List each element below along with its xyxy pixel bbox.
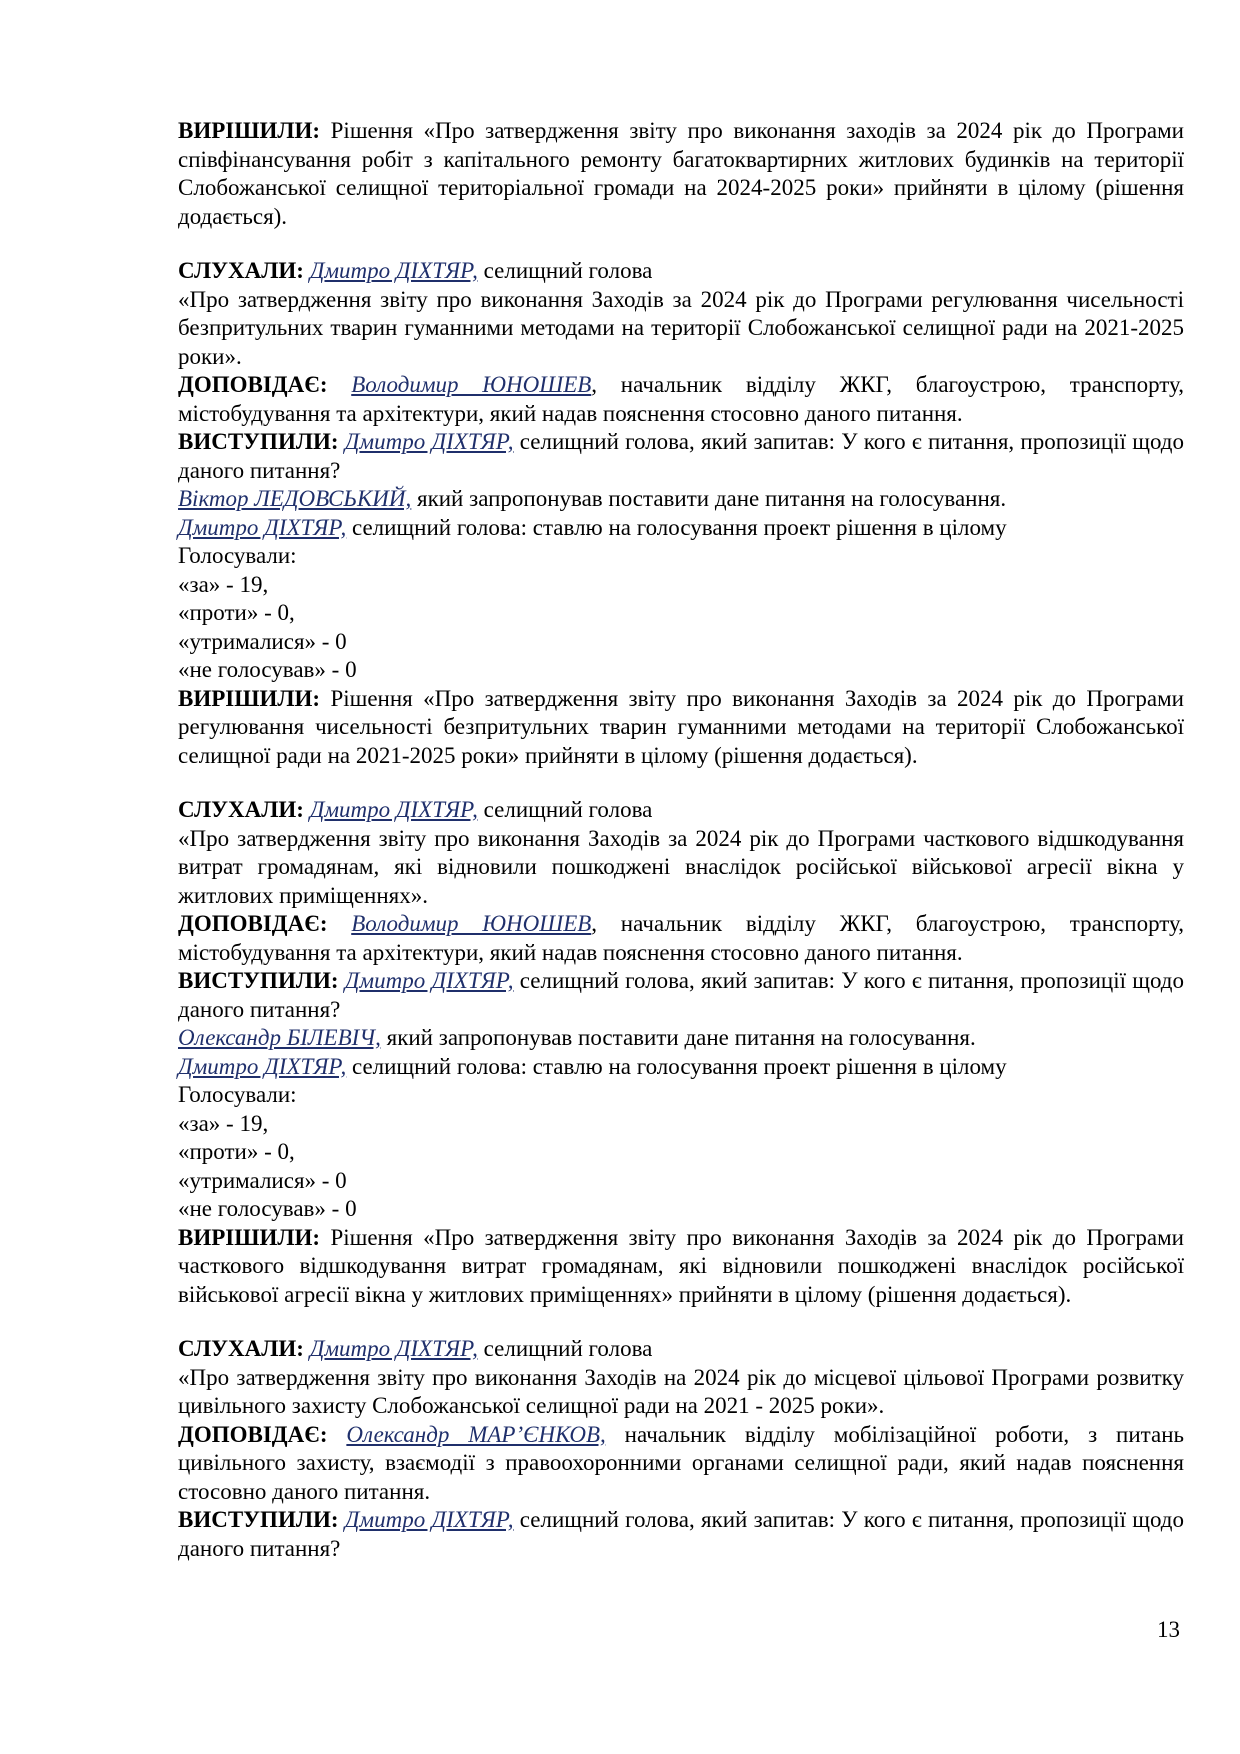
chair-line (178, 514, 1184, 543)
section-gap (178, 1309, 1184, 1335)
spoke-text: селищний голова, який запитав: У кого є питання, пропозиції щодо даного питання? (178, 1507, 1185, 1561)
report-name: Олександр МАР’ЄНКОВ, (346, 1421, 606, 1447)
document-page (178, 117, 1184, 1563)
spoke-label: ВИСТУПИЛИ: (178, 429, 339, 454)
spoke-text: селищний голова, який запитав: У кого є питання, пропозиції щодо даного питання? (178, 429, 1185, 483)
vote-for: «за» - 19, (178, 1110, 269, 1136)
agenda-item (178, 257, 1184, 770)
proposer-line (178, 1024, 1184, 1053)
report-label: ДОПОВІДАЄ: (178, 372, 328, 397)
report-name: Володимир ЮНОШЕВ (351, 372, 592, 397)
report-label: ДОПОВІДАЄ: (178, 911, 328, 936)
proposer-name: Віктор ЛЕДОВСЬКИЙ, (178, 486, 412, 511)
section-gap (178, 231, 1184, 257)
spoke-paragraph (178, 428, 1184, 485)
chair-text: селищний голова: ставлю на голосування проект рішення в цілому (346, 514, 1007, 540)
agenda-item (178, 796, 1184, 1309)
proposer-text: який запропонував поставити дане питання на голосування. (411, 486, 1007, 511)
chair-name: Дмитро ДІХТЯР, (178, 514, 347, 540)
decision-text: Рішення «Про затвердження звіту про виконання Заходів за 2024 рік до Програми часткового відшкодування витрат громадянам, які відновили пошкоджені внаслідок російської військової агресії вікна у житлових приміщеннях» прийняти в цілому (рішення додається). (178, 1224, 1184, 1307)
report-label: ДОПОВІДАЄ: (178, 1421, 328, 1447)
decision-text: Рішення «Про затвердження звіту про виконання заходів за 2024 рік до Програми співфінансування робіт з капітального ремонту багатоквартирних житлових будинків на території Слобожанської селищної територіальної громади на 2024-2025 роки» прийняти в цілому (рішення додається). (178, 118, 1184, 229)
agenda-item (178, 1335, 1184, 1563)
decision-label: ВИРІШИЛИ: (178, 118, 321, 143)
vote-for: «за» - 19, (178, 571, 269, 597)
vote-against: «проти» - 0, (178, 600, 295, 625)
spoke-label: ВИСТУПИЛИ: (178, 968, 339, 993)
topic-paragraph: «Про затвердження звіту про виконання Заходів на 2024 рік до місцевої цільової Програми розвитку цивільного захисту Слобожанської селищної ради на 2021 - 2025 роки». (178, 1364, 1184, 1418)
heard-role: селищний голова (477, 258, 653, 283)
spoke-text: селищний голова, який запитав: У кого є питання, пропозиції щодо даного питання? (178, 968, 1185, 1022)
heard-role: селищний голова (477, 1336, 653, 1361)
vote-abstain: «утрималися» - 0 (178, 628, 347, 654)
vote-against: «проти» - 0, (178, 1139, 295, 1164)
decision-block (178, 117, 1184, 231)
votes-title: Голосували: (178, 543, 297, 568)
heard-name: Дмитро ДІХТЯР, (309, 797, 478, 822)
chair-line (178, 1053, 1184, 1082)
proposer-name: Олександр БІЛЕВІЧ, (178, 1025, 381, 1050)
vote-none: «не голосував» - 0 (178, 1196, 357, 1221)
spoke-paragraph (178, 1506, 1184, 1563)
decision-label: ВИРІШИЛИ: (178, 685, 321, 711)
spoke-name: Дмитро ДІХТЯР, (344, 429, 514, 454)
votes-title: Голосували: (178, 1082, 297, 1107)
topic-paragraph: «Про затвердження звіту про виконання Заходів за 2024 рік до Програми регулювання чисельності безпритульних тварин гуманними методами на території Слобожанської селищної ради на 2021-2025 роки». (178, 286, 1184, 369)
spoke-name: Дмитро ДІХТЯР, (344, 1507, 514, 1532)
chair-text: селищний голова: ставлю на голосування проект рішення в цілому (346, 1053, 1007, 1079)
decision-text: Рішення «Про затвердження звіту про виконання Заходів за 2024 рік до Програми регулювання чисельності безпритульних тварин гуманними методами на території Слобожанської селищної ради на 2021-2025 роки» прийняти в цілому (рішення додається). (178, 685, 1184, 768)
heard-name: Дмитро ДІХТЯР, (309, 258, 478, 283)
decision-paragraph (178, 685, 1184, 771)
heard-label: СЛУХАЛИ: (178, 1336, 304, 1361)
report-text: , начальник відділу ЖКГ, благоустрою, транспорту, містобудування та архітектури, який надав пояснення стосовно даного питання. (178, 372, 1184, 426)
heard-name: Дмитро ДІХТЯР, (309, 1336, 478, 1361)
section-gap (178, 770, 1184, 796)
heard-label: СЛУХАЛИ: (178, 797, 304, 822)
vote-none: «не голосував» - 0 (178, 657, 357, 682)
topic-paragraph: «Про затвердження звіту про виконання Заходів за 2024 рік до Програми часткового відшкодування витрат громадянам, які відновили пошкоджені внаслідок російської військової агресії вікна у житлових приміщеннях». (178, 825, 1184, 908)
proposer-line (178, 485, 1184, 514)
heard-role: селищний голова (477, 797, 653, 822)
report-text: , начальник відділу ЖКГ, благоустрою, транспорту, містобудування та архітектури, який надав пояснення стосовно даного питання. (178, 911, 1184, 965)
heard-label: СЛУХАЛИ: (178, 258, 304, 283)
report-name: Володимир ЮНОШЕВ (351, 911, 592, 936)
decision-paragraph (178, 1224, 1184, 1310)
report-text: начальник відділу мобілізаційної роботи, з питань цивільного захисту, взаємодії з правоохоронними органами селищної ради, який надав пояснення стосовно даного питання. (178, 1421, 1185, 1504)
heard-line (178, 1335, 1184, 1364)
report-paragraph (178, 371, 1184, 428)
page-number: 13 (1157, 1617, 1180, 1642)
heard-line (178, 257, 1184, 286)
vote-abstain: «утрималися» - 0 (178, 1167, 347, 1193)
decision-label: ВИРІШИЛИ: (178, 1224, 321, 1250)
report-paragraph (178, 910, 1184, 967)
spoke-paragraph (178, 967, 1184, 1024)
spoke-name: Дмитро ДІХТЯР, (344, 968, 514, 993)
chair-name: Дмитро ДІХТЯР, (178, 1053, 347, 1079)
spoke-label: ВИСТУПИЛИ: (178, 1507, 339, 1532)
heard-line (178, 796, 1184, 825)
proposer-text: який запропонував поставити дане питання на голосування. (380, 1025, 976, 1050)
report-paragraph (178, 1421, 1184, 1507)
decision-paragraph (178, 117, 1184, 231)
